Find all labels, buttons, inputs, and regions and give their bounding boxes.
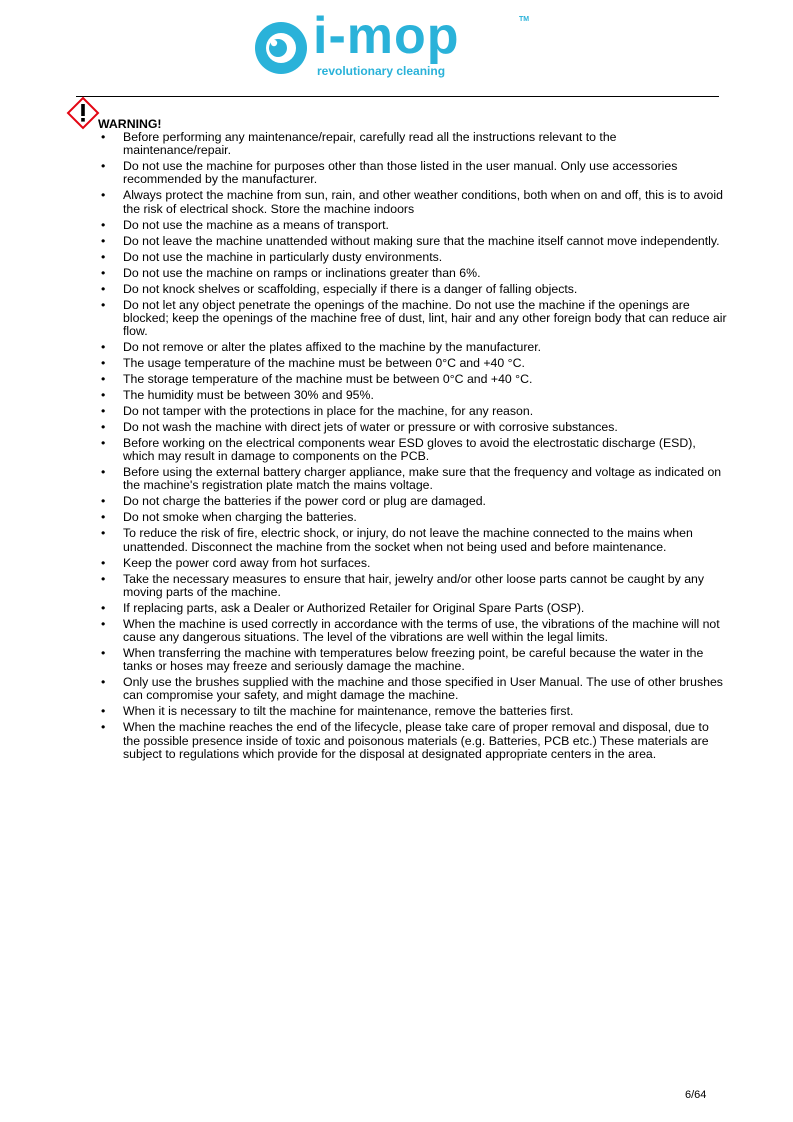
list-item: • Do not tamper with the protections in place for the machine, for any reason. (99, 405, 727, 418)
warning-title: WARNING! (98, 117, 162, 131)
brand-tagline: revolutionary cleaning (317, 64, 446, 78)
brand-logo (249, 7, 530, 84)
list-item: • Do not leave the machine unattended without making sure that the machine itself cannot move independently. (99, 235, 727, 248)
list-item: • Do not remove or alter the plates affixed to the machine by the manufacturer. (99, 341, 727, 354)
list-item: • Always protect the machine from sun, rain, and other weather conditions, both when on and off, this is to avoid the risk of electrical shock. Store the machine indoors (99, 189, 727, 215)
warning-list (99, 131, 727, 764)
list-item: • Before using the external battery charger appliance, make sure that the frequency and voltage as indicated on the machine's registration plate match the mains voltage. (99, 466, 727, 492)
list-item: • If replacing parts, ask a Dealer or Authorized Retailer for Original Spare Parts (OSP). (99, 602, 727, 615)
list-item: • When it is necessary to tilt the machine for maintenance, remove the batteries first. (99, 705, 727, 718)
list-item: • Do not wash the machine with direct jets of water or pressure or with corrosive substances. (99, 421, 727, 434)
list-item: • When transferring the machine with temperatures below freezing point, be careful because the water in the tanks or hoses may freeze and seriously damage the machine. (99, 647, 727, 673)
list-item: • Do not use the machine in particularly dusty environments. (99, 251, 727, 264)
list-item: • Do not use the machine as a means of transport. (99, 219, 727, 232)
list-item: • Do not smoke when charging the batteries. (99, 511, 727, 524)
list-item: • The humidity must be between 30% and 95%. (99, 389, 727, 402)
list-item: • Before working on the electrical components wear ESD gloves to avoid the electrostatic discharge (ESD), which may result in damage to components on the PCB. (99, 437, 727, 463)
list-item: • The storage temperature of the machine must be between 0°C and +40 °C. (99, 373, 727, 386)
list-item: • When the machine is used correctly in accordance with the terms of use, the vibrations of the machine will not cause any dangerous situations. The level of the vibrations are well within the legal limits. (99, 618, 727, 644)
list-item: • Take the necessary measures to ensure that hair, jewelry and/or other loose parts cannot be caught by any moving parts of the machine. (99, 573, 727, 599)
list-item: • Only use the brushes supplied with the machine and those specified in User Manual. The use of other brushes can compromise your safety, and might damage the machine. (99, 676, 727, 702)
list-item: • Do not let any object penetrate the openings of the machine. Do not use the machine if the openings are blocked; keep the openings of the machine free of dust, lint, hair and any other foreign body that can reduce air flow. (99, 299, 727, 339)
list-item: • Do not knock shelves or scaffolding, especially if there is a danger of falling objects. (99, 283, 727, 296)
header-divider (76, 96, 719, 97)
list-item: • The usage temperature of the machine must be between 0°C and +40 °C. (99, 357, 727, 370)
list-item: • When the machine reaches the end of the lifecycle, please take care of proper removal and disposal, due to the possible presence inside of toxic and poisonous materials (e.g. Batteries, PCB etc.) These materials are subject to regulations which provide for the disposal at designated appropriate centers in the area. (99, 721, 727, 761)
warning-icon (66, 96, 100, 130)
list-item: • Do not use the machine on ramps or inclinations greater than 6%. (99, 267, 727, 280)
list-item: • Keep the power cord away from hot surfaces. (99, 557, 727, 570)
page-number: 6/64 (685, 1089, 707, 1101)
list-item: • Do not charge the batteries if the power cord or plug are damaged. (99, 495, 727, 508)
list-item: • To reduce the risk of fire, electric shock, or injury, do not leave the machine connected to the mains when unattended. Disconnect the machine from the socket when not being used and before maintenance. (99, 527, 727, 553)
list-item: • Before performing any maintenance/repair, carefully read all the instructions relevant to the maintenance/repair. (99, 131, 727, 157)
list-item: • Do not use the machine for purposes other than those listed in the user manual. Only use accessories recommended by the manufacturer. (99, 160, 727, 186)
brand-name: i-mop (313, 7, 460, 65)
brand-trademark: TM (519, 16, 530, 23)
